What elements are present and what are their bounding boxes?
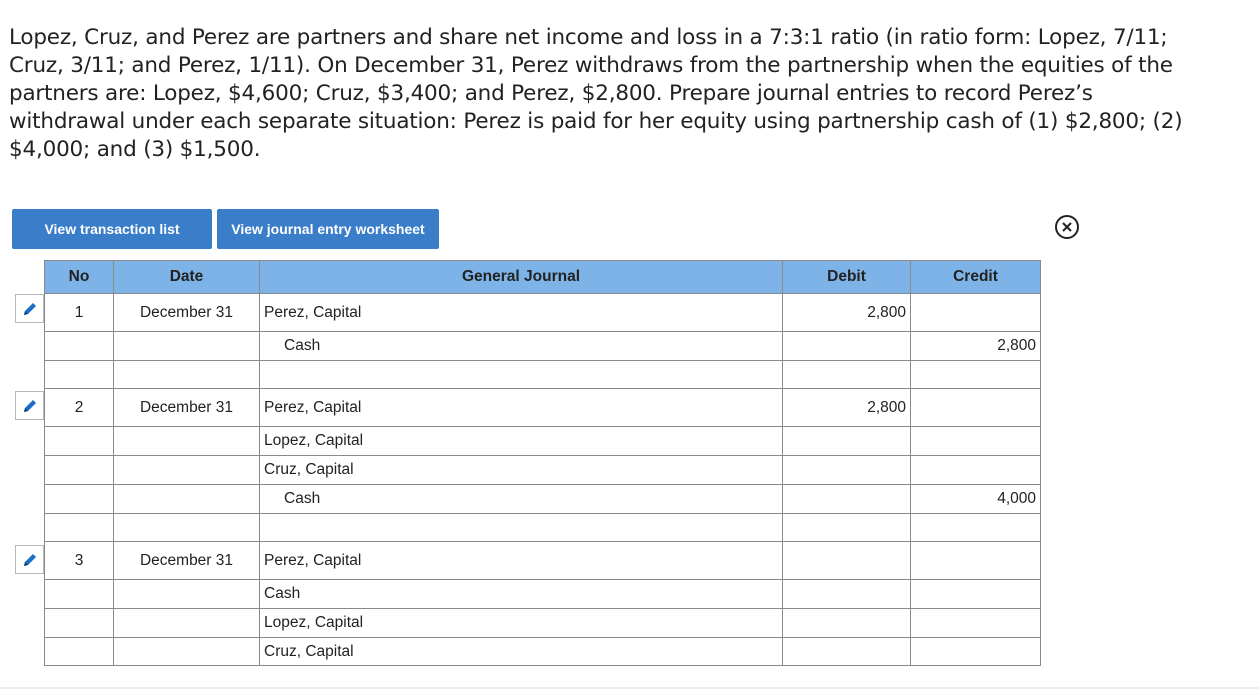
row-credit-cell[interactable]: 4,000 [911, 485, 1041, 514]
footer-divider [0, 687, 1259, 689]
row-date-cell[interactable]: December 31 [114, 389, 260, 427]
row-credit-cell[interactable] [911, 609, 1041, 638]
general-journal-table [44, 260, 1041, 666]
row-debit-cell[interactable] [783, 609, 911, 638]
table-row [45, 332, 1041, 361]
row-debit-cell[interactable] [783, 638, 911, 666]
row-account-cell[interactable]: Cash [260, 332, 783, 361]
row-date-cell[interactable] [114, 638, 260, 666]
table-row [45, 456, 1041, 485]
row-no-cell[interactable] [45, 456, 114, 485]
row-account-cell[interactable]: Lopez, Capital [260, 427, 783, 456]
table-row [45, 638, 1041, 666]
row-account-cell[interactable]: Perez, Capital [260, 542, 783, 580]
header-no: No [45, 261, 114, 294]
row-credit-cell[interactable] [911, 514, 1041, 542]
row-account-cell[interactable] [260, 514, 783, 542]
row-date-cell[interactable] [114, 485, 260, 514]
header-general-journal: General Journal [260, 261, 783, 294]
header-date: Date [114, 261, 260, 294]
edit-entry-3-pencil-icon[interactable] [15, 545, 44, 574]
row-debit-cell[interactable] [783, 542, 911, 580]
view-transaction-list-button[interactable]: View transaction list [12, 209, 212, 249]
table-row [45, 361, 1041, 389]
header-credit: Credit [911, 261, 1041, 294]
row-credit-cell[interactable] [911, 638, 1041, 666]
row-no-cell[interactable] [45, 609, 114, 638]
row-no-cell[interactable]: 2 [45, 389, 114, 427]
row-debit-cell[interactable]: 2,800 [783, 389, 911, 427]
table-row [45, 294, 1041, 332]
row-date-cell[interactable] [114, 609, 260, 638]
row-debit-cell[interactable] [783, 427, 911, 456]
row-debit-cell[interactable] [783, 332, 911, 361]
row-account-cell[interactable]: Cash [260, 485, 783, 514]
row-credit-cell[interactable] [911, 580, 1041, 609]
row-date-cell[interactable] [114, 580, 260, 609]
row-account-cell[interactable] [260, 361, 783, 389]
row-date-cell[interactable] [114, 332, 260, 361]
row-no-cell[interactable]: 3 [45, 542, 114, 580]
row-credit-cell[interactable] [911, 294, 1041, 332]
row-account-cell[interactable]: Cash [260, 580, 783, 609]
view-journal-worksheet-button[interactable]: View journal entry worksheet [217, 209, 439, 249]
row-account-cell[interactable]: Lopez, Capital [260, 609, 783, 638]
row-credit-cell[interactable]: 2,800 [911, 332, 1041, 361]
row-no-cell[interactable] [45, 485, 114, 514]
table-row [45, 609, 1041, 638]
header-debit: Debit [783, 261, 911, 294]
table-row [45, 580, 1041, 609]
row-credit-cell[interactable] [911, 427, 1041, 456]
table-row [45, 542, 1041, 580]
row-date-cell[interactable] [114, 456, 260, 485]
row-debit-cell[interactable] [783, 580, 911, 609]
row-debit-cell[interactable] [783, 456, 911, 485]
row-no-cell[interactable] [45, 580, 114, 609]
row-account-cell[interactable]: Cruz, Capital [260, 456, 783, 485]
row-no-cell[interactable] [45, 332, 114, 361]
edit-entry-1-pencil-icon[interactable] [15, 294, 44, 323]
row-debit-cell[interactable] [783, 485, 911, 514]
table-header-row [45, 261, 1041, 294]
row-account-cell[interactable]: Perez, Capital [260, 389, 783, 427]
row-no-cell[interactable] [45, 638, 114, 666]
row-debit-cell[interactable] [783, 361, 911, 389]
row-date-cell[interactable] [114, 514, 260, 542]
row-date-cell[interactable] [114, 361, 260, 389]
row-debit-cell[interactable]: 2,800 [783, 294, 911, 332]
table-row [45, 389, 1041, 427]
row-account-cell[interactable]: Perez, Capital [260, 294, 783, 332]
row-no-cell[interactable] [45, 514, 114, 542]
table-row [45, 485, 1041, 514]
row-debit-cell[interactable] [783, 514, 911, 542]
row-credit-cell[interactable] [911, 361, 1041, 389]
row-date-cell[interactable]: December 31 [114, 542, 260, 580]
row-credit-cell[interactable] [911, 456, 1041, 485]
row-date-cell[interactable] [114, 427, 260, 456]
question-text: Lopez, Cruz, and Perez are partners and share net income and loss in a 7:3:1 ratio (in ratio form: Lopez, 7/11; Cruz, 3/11; and Perez, 1/11). On December 31, Perez withdraws from the partnership when the equities of the partners are: Lopez, $4,600; Cruz, $3,400; and Perez, $2,800. Prepare journal entries to record Perez’s withdrawal under each separate situation: Perez is paid for her equity using partnership cash of (1) $2,800; (2) $4,000; and (3) $1,500. [9, 25, 1183, 162]
edit-entry-2-pencil-icon[interactable] [15, 391, 44, 420]
row-credit-cell[interactable] [911, 389, 1041, 427]
row-no-cell[interactable] [45, 427, 114, 456]
close-circle-icon[interactable] [1054, 214, 1080, 240]
table-row [45, 427, 1041, 456]
row-no-cell[interactable] [45, 361, 114, 389]
row-account-cell[interactable]: Cruz, Capital [260, 638, 783, 666]
row-no-cell[interactable]: 1 [45, 294, 114, 332]
row-credit-cell[interactable] [911, 542, 1041, 580]
table-row [45, 514, 1041, 542]
row-date-cell[interactable]: December 31 [114, 294, 260, 332]
